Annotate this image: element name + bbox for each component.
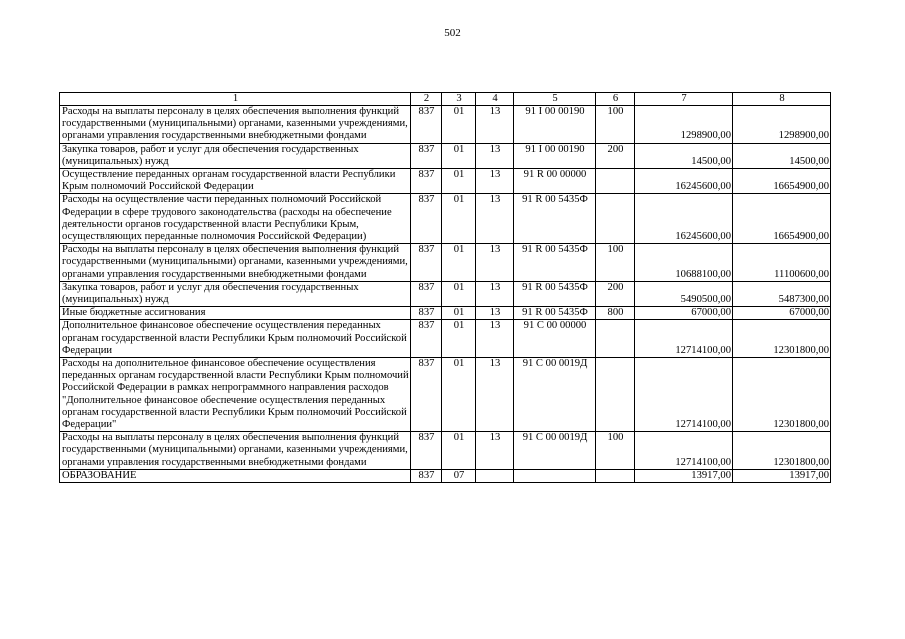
row-subsection-code: 13 bbox=[476, 106, 514, 144]
row-amount-year2: 11100600,00 bbox=[733, 244, 831, 282]
row-expense-type bbox=[596, 358, 635, 432]
row-description: Расходы на осуществление части переданных полномочий Российской Федерации в сфере трудового законодательства (расходы на обеспечение деятельности органов государственной власти Республики Крым, осуществляющих переданные полномочия Российской Федерации) bbox=[60, 194, 411, 244]
table-row bbox=[60, 432, 831, 470]
column-header: 4 bbox=[476, 93, 514, 106]
row-amount-year1: 16245600,00 bbox=[635, 169, 733, 194]
column-header: 2 bbox=[411, 93, 442, 106]
row-description: Расходы на выплаты персоналу в целях обеспечения выполнения функций государственными (муниципальными) органами, казенными учреждениями, органами управления государственными внебюджетными фондами bbox=[60, 244, 411, 282]
row-subsection-code bbox=[476, 469, 514, 482]
table-row bbox=[60, 281, 831, 306]
row-admin-code: 837 bbox=[411, 194, 442, 244]
row-section-code: 01 bbox=[442, 281, 476, 306]
row-subsection-code: 13 bbox=[476, 194, 514, 244]
row-section-code: 01 bbox=[442, 320, 476, 358]
row-amount-year1: 10688100,00 bbox=[635, 244, 733, 282]
row-description: Расходы на выплаты персоналу в целях обеспечения выполнения функций государственными (муниципальными) органами, казенными учреждениями, органами управления государственными внебюджетными фондами bbox=[60, 106, 411, 144]
row-target-article: 91 R 00 5435Ф bbox=[514, 281, 596, 306]
table-row bbox=[60, 358, 831, 432]
row-subsection-code: 13 bbox=[476, 358, 514, 432]
row-admin-code: 837 bbox=[411, 143, 442, 168]
row-expense-type: 100 bbox=[596, 106, 635, 144]
row-amount-year2: 12301800,00 bbox=[733, 358, 831, 432]
row-target-article: 91 C 00 0019Д bbox=[514, 432, 596, 470]
row-amount-year1: 12714100,00 bbox=[635, 358, 733, 432]
row-subsection-code: 13 bbox=[476, 320, 514, 358]
row-subsection-code: 13 bbox=[476, 143, 514, 168]
row-subsection-code: 13 bbox=[476, 432, 514, 470]
row-amount-year2: 12301800,00 bbox=[733, 432, 831, 470]
row-amount-year1: 1298900,00 bbox=[635, 106, 733, 144]
page-number: 502 bbox=[444, 27, 461, 39]
column-header: 7 bbox=[635, 93, 733, 106]
row-expense-type bbox=[596, 169, 635, 194]
table-row bbox=[60, 143, 831, 168]
row-admin-code: 837 bbox=[411, 320, 442, 358]
row-section-code: 01 bbox=[442, 358, 476, 432]
table-header-row bbox=[60, 93, 831, 106]
column-header: 5 bbox=[514, 93, 596, 106]
row-section-code: 01 bbox=[442, 194, 476, 244]
row-description: ОБРАЗОВАНИЕ bbox=[60, 469, 411, 482]
row-description: Расходы на выплаты персоналу в целях обеспечения выполнения функций государственными (муниципальными) органами, казенными учреждениями, органами управления государственными внебюджетными фондами bbox=[60, 432, 411, 470]
table-row bbox=[60, 169, 831, 194]
row-amount-year1: 14500,00 bbox=[635, 143, 733, 168]
row-amount-year2: 13917,00 bbox=[733, 469, 831, 482]
row-admin-code: 837 bbox=[411, 244, 442, 282]
row-expense-type: 100 bbox=[596, 432, 635, 470]
row-target-article: 91 R 00 5435Ф bbox=[514, 244, 596, 282]
row-admin-code: 837 bbox=[411, 432, 442, 470]
row-section-code: 01 bbox=[442, 143, 476, 168]
row-amount-year1: 13917,00 bbox=[635, 469, 733, 482]
row-expense-type bbox=[596, 320, 635, 358]
row-admin-code: 837 bbox=[411, 169, 442, 194]
row-amount-year1: 12714100,00 bbox=[635, 432, 733, 470]
row-target-article: 91 R 00 00000 bbox=[514, 169, 596, 194]
row-description: Иные бюджетные ассигнования bbox=[60, 307, 411, 320]
row-admin-code: 837 bbox=[411, 358, 442, 432]
row-subsection-code: 13 bbox=[476, 244, 514, 282]
row-subsection-code: 13 bbox=[476, 281, 514, 306]
row-expense-type: 200 bbox=[596, 281, 635, 306]
column-header: 6 bbox=[596, 93, 635, 106]
row-section-code: 01 bbox=[442, 106, 476, 144]
table-row bbox=[60, 469, 831, 482]
row-description: Закупка товаров, работ и услуг для обеспечения государственных (муниципальных) нужд bbox=[60, 281, 411, 306]
row-admin-code: 837 bbox=[411, 281, 442, 306]
row-expense-type: 800 bbox=[596, 307, 635, 320]
row-target-article: 91 I 00 00190 bbox=[514, 143, 596, 168]
row-section-code: 01 bbox=[442, 307, 476, 320]
row-amount-year2: 67000,00 bbox=[733, 307, 831, 320]
row-target-article: 91 I 00 00190 bbox=[514, 106, 596, 144]
row-section-code: 01 bbox=[442, 169, 476, 194]
row-description: Дополнительное финансовое обеспечение осуществления переданных органам государственной власти Республики Крым полномочий Российской Федерации bbox=[60, 320, 411, 358]
row-admin-code: 837 bbox=[411, 106, 442, 144]
row-target-article: 91 C 00 00000 bbox=[514, 320, 596, 358]
row-amount-year1: 12714100,00 bbox=[635, 320, 733, 358]
table-row bbox=[60, 106, 831, 144]
table-row bbox=[60, 194, 831, 244]
row-description: Осуществление переданных органам государственной власти Республики Крым полномочий Российской Федерации bbox=[60, 169, 411, 194]
row-amount-year2: 16654900,00 bbox=[733, 169, 831, 194]
row-target-article: 91 R 00 5435Ф bbox=[514, 194, 596, 244]
table-row bbox=[60, 307, 831, 320]
row-subsection-code: 13 bbox=[476, 169, 514, 194]
row-target-article: 91 C 00 0019Д bbox=[514, 358, 596, 432]
table-row bbox=[60, 244, 831, 282]
row-amount-year1: 16245600,00 bbox=[635, 194, 733, 244]
row-amount-year2: 16654900,00 bbox=[733, 194, 831, 244]
row-expense-type: 200 bbox=[596, 143, 635, 168]
row-amount-year1: 5490500,00 bbox=[635, 281, 733, 306]
column-header: 8 bbox=[733, 93, 831, 106]
column-header: 3 bbox=[442, 93, 476, 106]
row-expense-type bbox=[596, 469, 635, 482]
row-section-code: 01 bbox=[442, 432, 476, 470]
row-description: Закупка товаров, работ и услуг для обеспечения государственных (муниципальных) нужд bbox=[60, 143, 411, 168]
budget-table bbox=[59, 92, 831, 483]
row-amount-year2: 5487300,00 bbox=[733, 281, 831, 306]
row-subsection-code: 13 bbox=[476, 307, 514, 320]
row-amount-year1: 67000,00 bbox=[635, 307, 733, 320]
column-header: 1 bbox=[60, 93, 411, 106]
row-amount-year2: 12301800,00 bbox=[733, 320, 831, 358]
row-target-article: 91 R 00 5435Ф bbox=[514, 307, 596, 320]
table-row bbox=[60, 320, 831, 358]
row-description: Расходы на дополнительное финансовое обеспечение осуществления переданных органам государственной власти Республики Крым полномочий Российской Федерации в рамках непрограммного направления расходов "Дополнительное финансовое обеспечение осуществления переданных органам государственной власти Республики Крым полномочий Российской Федерации" bbox=[60, 358, 411, 432]
row-expense-type: 100 bbox=[596, 244, 635, 282]
row-amount-year2: 1298900,00 bbox=[733, 106, 831, 144]
row-expense-type bbox=[596, 194, 635, 244]
row-amount-year2: 14500,00 bbox=[733, 143, 831, 168]
row-target-article bbox=[514, 469, 596, 482]
row-section-code: 01 bbox=[442, 244, 476, 282]
row-section-code: 07 bbox=[442, 469, 476, 482]
row-admin-code: 837 bbox=[411, 307, 442, 320]
row-admin-code: 837 bbox=[411, 469, 442, 482]
